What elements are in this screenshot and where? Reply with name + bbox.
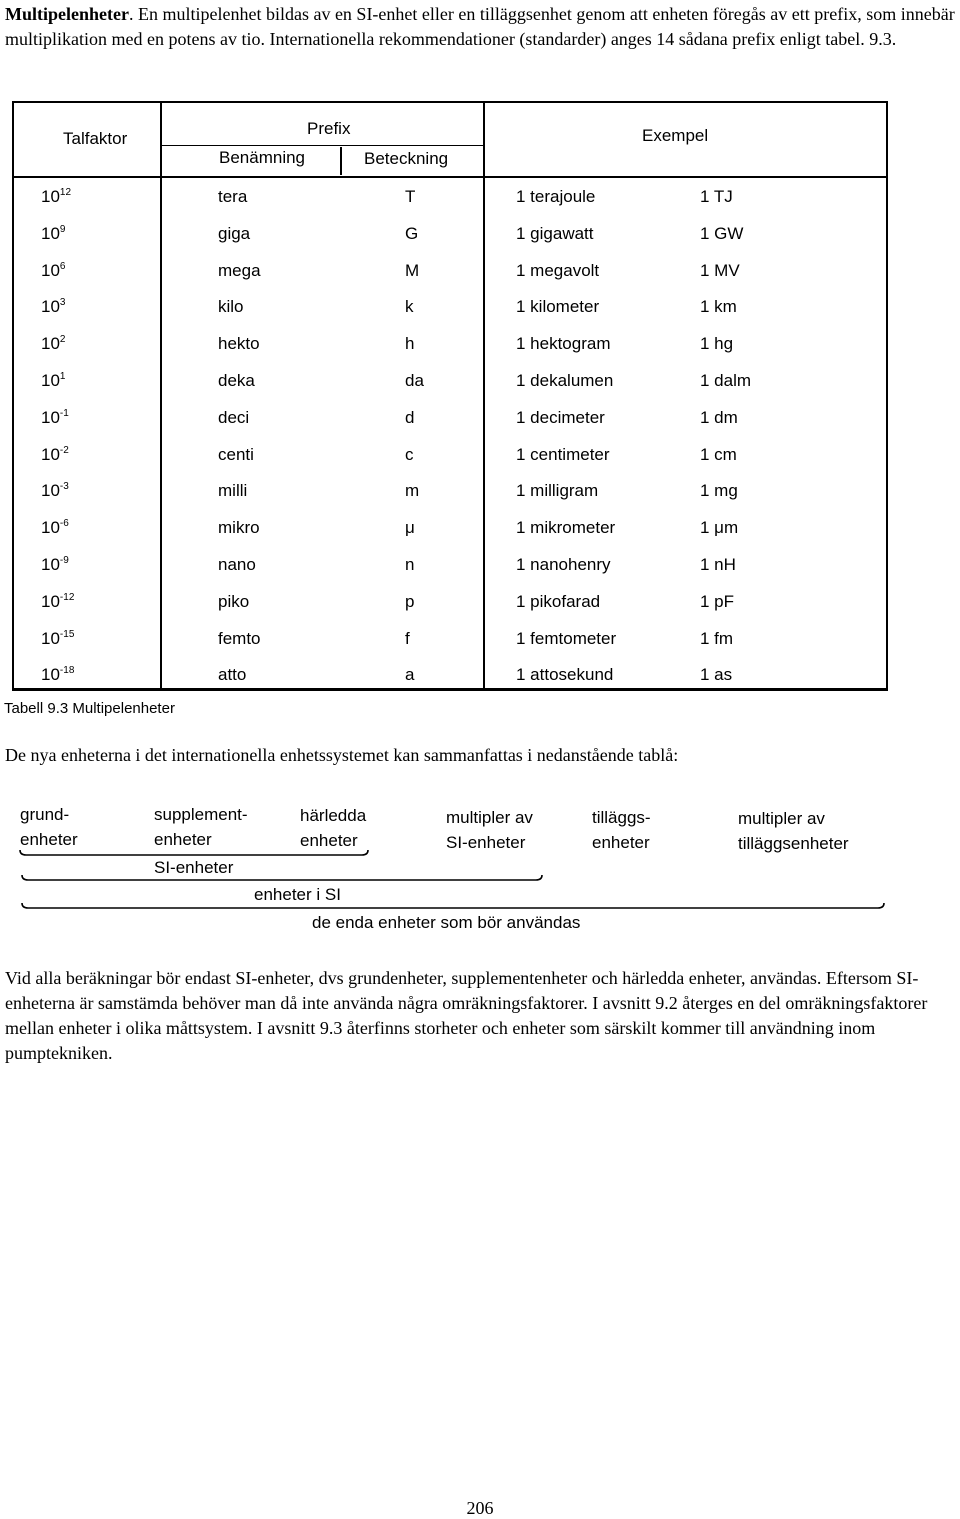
cell-symbol: h — [405, 334, 415, 353]
label-line: enheter — [154, 830, 212, 849]
factor-base: 10 — [41, 261, 60, 280]
cell-example: 1 centimeter — [516, 445, 610, 464]
label-line: tilläggs- — [592, 808, 651, 827]
cell-name: mikro — [218, 518, 260, 537]
label-line: grund- — [20, 805, 70, 824]
summary-paragraph: De nya enheterna i det internationella enhetssystemet kan sammanfattas i nedanstående tablå: — [5, 745, 679, 765]
cell-example: 1 femtometer — [516, 629, 617, 648]
cell-name: mega — [218, 261, 261, 280]
factor-exponent: -18 — [59, 665, 75, 676]
cell-example: 1 kilometer — [516, 297, 600, 316]
header-exempel: Exempel — [642, 126, 709, 145]
cell-example-unit: 1 km — [700, 297, 737, 316]
cell-example: 1 hektogram — [516, 334, 611, 353]
cell-factor — [41, 665, 74, 685]
factor-base: 10 — [41, 297, 60, 316]
cell-factor — [41, 629, 74, 649]
cell-symbol: G — [405, 224, 419, 243]
label-line: härledda — [300, 806, 367, 825]
brace-label-si-enheter: SI-enheter — [154, 858, 234, 877]
factor-base: 10 — [41, 371, 60, 390]
cell-symbol: T — [405, 187, 416, 206]
cell-factor — [41, 261, 65, 281]
cell-factor — [41, 518, 69, 538]
label-line: multipler av — [738, 809, 825, 828]
brace-enda-enheter — [22, 903, 884, 908]
table-divider — [483, 103, 485, 688]
cell-example-unit: 1 TJ — [700, 187, 733, 206]
prefix-rule — [160, 145, 483, 146]
cell-factor — [41, 481, 69, 501]
cell-symbol: M — [405, 261, 420, 280]
cell-example-unit: 1 μm — [700, 518, 739, 537]
brace-label-enheter-i-si: enheter i SI — [254, 885, 341, 904]
cell-factor — [41, 445, 69, 465]
factor-exponent: 12 — [59, 187, 72, 198]
cell-example-unit: 1 MV — [700, 261, 740, 280]
factor-exponent: -15 — [59, 629, 75, 640]
factor-exponent: -9 — [59, 555, 69, 566]
cell-name: piko — [218, 592, 250, 611]
cell-example-unit: 1 as — [700, 665, 733, 684]
factor-base: 10 — [41, 224, 60, 243]
cell-factor — [41, 224, 65, 244]
label-line: supplement- — [154, 805, 248, 824]
cell-symbol: f — [405, 629, 410, 648]
units-diagram — [0, 800, 960, 940]
cell-name: tera — [218, 187, 248, 206]
page-number: 206 — [466, 1498, 494, 1518]
cell-name: giga — [218, 224, 251, 243]
factor-exponent: -12 — [59, 592, 75, 603]
factor-exponent: -2 — [59, 445, 69, 456]
cell-example: 1 attosekund — [516, 665, 614, 684]
factor-base: 10 — [41, 518, 60, 537]
cell-example: 1 nanohenry — [516, 555, 611, 574]
factor-base: 10 — [41, 665, 60, 684]
factor-exponent: -1 — [59, 408, 69, 419]
header-prefix: Prefix — [307, 119, 351, 138]
cell-example: 1 dekalumen — [516, 371, 614, 390]
cell-name: milli — [218, 481, 248, 500]
cell-factor — [41, 187, 71, 207]
cell-name: nano — [218, 555, 256, 574]
brace-enheter-i-si — [22, 875, 542, 880]
cell-example: 1 terajoule — [516, 187, 596, 206]
factor-base: 10 — [41, 334, 60, 353]
cell-factor — [41, 334, 65, 354]
cell-example: 1 mikrometer — [516, 518, 616, 537]
calculation-paragraph: Vid alla beräkningar bör endast SI-enheter, dvs grundenheter, supplementenheter och härledda enheter, användas. Eftersom SI-enheterna är samstämda behöver man då inte använda några omräkningsfaktorer. I avsnitt 9.2 återges en del omräkningsfaktorer mellan enheter i olika måttsystem. I avsnitt 9.3 återfinns storheter och enheter som särskilt kommer till användning inom pumptekniken. — [5, 968, 928, 1063]
factor-exponent: 9 — [59, 224, 66, 235]
cell-example-unit: 1 dalm — [700, 371, 752, 390]
cell-example: 1 gigawatt — [516, 224, 594, 243]
cell-factor — [41, 592, 74, 612]
factor-base: 10 — [41, 592, 60, 611]
cell-symbol: μ — [405, 518, 415, 537]
cell-example-unit: 1 fm — [700, 629, 734, 648]
label-line: SI-enheter — [446, 833, 526, 852]
intro-text: . En multipelenhet bildas av en SI-enhet eller en tilläggsenhet genom att enheten föregås av ett prefix, som innebär multiplikation med en potens av tio. Internationella rekommendationer (standarder) anges 14 sådana prefix enligt tabel. 9.3. — [5, 4, 955, 49]
cell-example-unit: 1 GW — [700, 224, 744, 243]
factor-exponent: -6 — [59, 518, 69, 529]
cell-symbol: p — [405, 592, 415, 611]
cell-symbol: m — [405, 481, 420, 500]
cell-example: 1 pikofarad — [516, 592, 601, 611]
cell-symbol: c — [405, 445, 414, 464]
label-line: multipler av — [446, 808, 533, 827]
brace-label-enda-enheter: de enda enheter som bör användas — [312, 913, 581, 932]
cell-name: deka — [218, 371, 255, 390]
prefix-table — [12, 101, 888, 691]
factor-base: 10 — [41, 629, 60, 648]
intro-paragraph — [5, 2, 955, 52]
label-line: enheter — [300, 831, 358, 850]
factor-exponent: -3 — [59, 481, 69, 492]
factor-base: 10 — [41, 555, 60, 574]
cell-example-unit: 1 cm — [700, 445, 737, 464]
factor-exponent: 1 — [59, 371, 66, 382]
factor-base: 10 — [41, 445, 60, 464]
cell-symbol: a — [405, 665, 415, 684]
cell-example-unit: 1 dm — [700, 408, 738, 427]
table-divider — [340, 147, 342, 175]
factor-exponent: 6 — [59, 261, 66, 272]
cell-example-unit: 1 mg — [700, 481, 738, 500]
cell-name: kilo — [218, 297, 244, 316]
cell-example-unit: 1 pF — [700, 592, 735, 611]
label-line: enheter — [592, 833, 650, 852]
header-benamning: Benämning — [219, 148, 306, 167]
label-line: tilläggsenheter — [738, 834, 849, 853]
header-rule — [14, 176, 886, 178]
cell-name: femto — [218, 629, 261, 648]
brace-si-enheter — [20, 850, 368, 855]
cell-name: hekto — [218, 334, 260, 353]
table-caption: Tabell 9.3 Multipelenheter — [4, 700, 175, 717]
table-divider — [160, 103, 162, 688]
cell-name: deci — [218, 408, 250, 427]
factor-exponent: 3 — [59, 297, 66, 308]
cell-symbol: da — [405, 371, 424, 390]
cell-symbol: d — [405, 408, 415, 427]
cell-example-unit: 1 nH — [700, 555, 736, 574]
cell-example: 1 megavolt — [516, 261, 600, 280]
factor-base: 10 — [41, 481, 60, 500]
cell-example: 1 milligram — [516, 481, 599, 500]
cell-factor — [41, 408, 69, 428]
label-line: enheter — [20, 830, 78, 849]
header-talfaktor: Talfaktor — [63, 129, 128, 148]
cell-symbol: k — [405, 297, 414, 316]
factor-base: 10 — [41, 408, 60, 427]
cell-name: centi — [218, 445, 254, 464]
factor-base: 10 — [41, 187, 60, 206]
cell-symbol: n — [405, 555, 415, 574]
header-beteckning: Beteckning — [364, 149, 449, 168]
factor-exponent: 2 — [59, 334, 66, 345]
cell-name: atto — [218, 665, 247, 684]
cell-factor — [41, 555, 69, 575]
cell-example-unit: 1 hg — [700, 334, 734, 353]
cell-factor — [41, 297, 65, 317]
cell-example: 1 decimeter — [516, 408, 605, 427]
intro-bold-term: Multipelenheter — [5, 4, 129, 24]
cell-factor — [41, 371, 65, 391]
